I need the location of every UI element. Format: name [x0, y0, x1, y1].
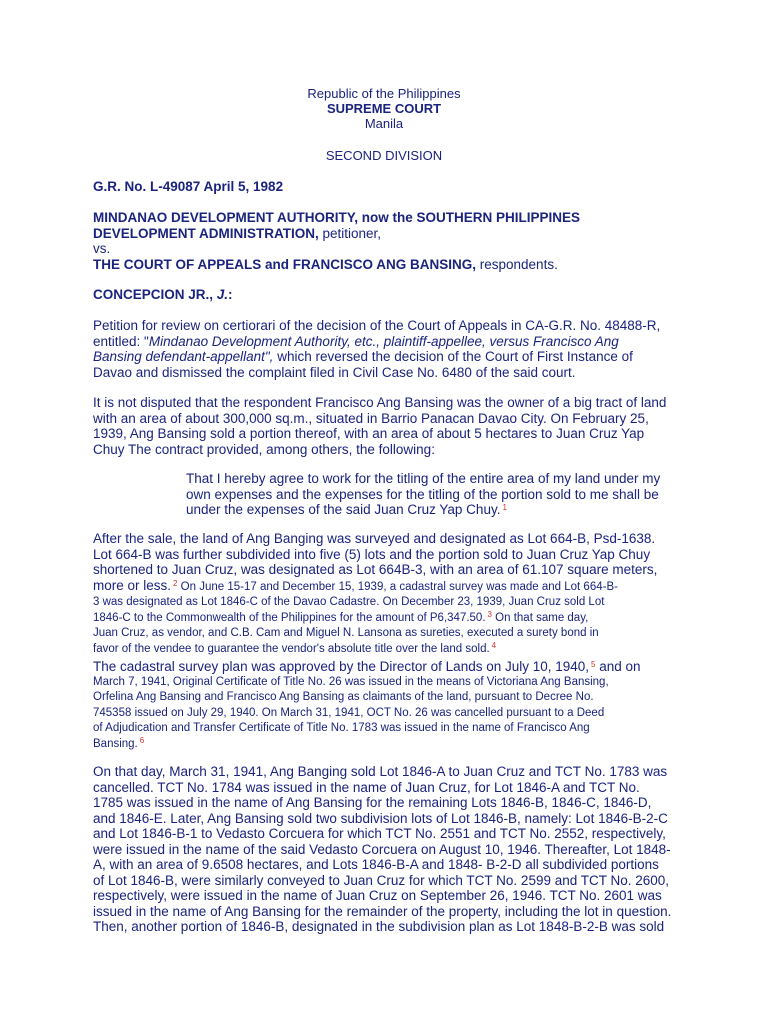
- p5-line: 1785 was issued in the name of Ang Bansing for the remaining Lots 1846-B, 1846-C, 1846-D,: [93, 795, 652, 810]
- respondents-role: respondents.: [476, 256, 558, 272]
- p3-line: [93, 642, 668, 658]
- footnote-6-link[interactable]: 6: [139, 735, 145, 745]
- court-city: Manila: [364, 116, 404, 131]
- p3-text: On June 15-17 and December 15, 1939, a cadastral survey was made and Lot 664-B-: [177, 580, 618, 593]
- p5-line: issued in the name of Ang Bansing for the remainder of the property, including the lot in question.: [93, 903, 672, 919]
- footnote-2-link[interactable]: 2: [173, 578, 178, 588]
- petitioner-name: DEVELOPMENT ADMINISTRATION,: [93, 225, 319, 241]
- p2-line: It is not disputed that the respondent Francisco Ang Bansing was the owner of a big tract of land: [93, 395, 667, 410]
- versus: vs.: [93, 241, 111, 256]
- p1-line: [93, 349, 668, 365]
- paragraph-5: [93, 764, 672, 935]
- footnote-5-link[interactable]: 5: [591, 660, 596, 669]
- court-header: [0, 86, 768, 131]
- p2-line: 1939, Ang Bansing sold a portion thereof, with an area of about 5 hectares to Juan Cruz Yap: [93, 426, 645, 441]
- p1-line: [93, 334, 668, 350]
- case-number: [93, 179, 668, 195]
- paragraph-1: [93, 318, 668, 380]
- p5-line: Then, another portion of 1846-B, designated in the subdivision plan as Lot 1848-B-2-B was sold: [93, 919, 665, 934]
- p3-text: favor of the vendee to guarantee the vendor's absolute title over the land sold.: [93, 642, 490, 655]
- quote-line: [186, 502, 666, 518]
- p1-line: Davao and dismissed the complaint filed in Civil Case No. 6480 of the said court.: [93, 364, 576, 380]
- p3-text: On that same day,: [491, 611, 589, 624]
- division-line: [0, 148, 768, 163]
- block-quote: [186, 471, 666, 518]
- case-caption-italic: Bansing defendant-appellant",: [93, 349, 274, 364]
- gr-number: G.R. No. L-49087 April 5, 1982: [93, 179, 284, 194]
- p3-line: [93, 611, 668, 627]
- p3-line: Juan Cruz, as vendor, and C.B. Cam and Miguel N. Lansona as sureties, executed a surety bond in: [93, 627, 599, 639]
- p3-text: more or less.: [93, 577, 172, 593]
- p1-line: Petition for review on certiorari of the decision of the Court of Appeals in CA-G.R. No. 48488-R,: [93, 318, 661, 333]
- p3-line: Lot 664-B was further subdivided into five (5) lots and the portion sold to Juan Cruz Yap Chuy: [93, 546, 651, 562]
- p1-text: entitled: ": [93, 333, 149, 349]
- division-name: SECOND DIVISION: [325, 148, 443, 163]
- paragraph-3: [93, 531, 668, 657]
- p3-line: [93, 578, 668, 596]
- p5-line: and Lot 1846-B-1 to Vedasto Corcuera for which TCT No. 2551 and TCT No. 2552, respectively,: [93, 826, 666, 841]
- ponente: [93, 287, 668, 303]
- p4-line: March 7, 1941, Original Certificate of Title No. 26 was issued in the means of Victoriana Ang Bansing,: [93, 675, 609, 688]
- p4-line: of Adjudication and Transfer Certificate of Title No. 1783 was issued in the name of Francisco Ang: [93, 722, 590, 734]
- footnote-1-link[interactable]: 1: [502, 503, 507, 512]
- p5-line: were issued in the name of the said Vedasto Corcuera on August 10, 1946. Thereafter, Lot 1848-: [93, 841, 671, 857]
- petitioner-line-1: MINDANAO DEVELOPMENT AUTHORITY, now the SOUTHERN PHILIPPINES: [93, 210, 581, 225]
- p4-line: Orfelina Ang Bansing and Francisco Ang Bansing as claimants of the land, pursuant to Decree No.: [93, 691, 594, 703]
- paragraph-2: [93, 395, 668, 457]
- p4-text: and on: [595, 659, 641, 674]
- petitioner-line-2: [93, 226, 668, 242]
- p4-text: Bansing.: [93, 737, 138, 750]
- petitioner-role: petitioner,: [318, 225, 382, 241]
- p5-line: and 1846-E. Later, Ang Bansing sold two subdivision lots of Lot 1846-B, namely: Lot 1846-B-2-C: [93, 810, 668, 826]
- ponente-title: J.: [216, 287, 229, 302]
- case-title: [93, 210, 668, 272]
- p3-line: 3 was designated as Lot 1846-C of the Davao Cadastre. On December 23, 1939, Juan Cruz sold Lot: [93, 596, 605, 608]
- p1-text: which reversed the decision of the Court of First Instance of: [273, 349, 633, 364]
- p2-line: with an area of about 300,000 sq.m., situated in Barrio Panacan Davao City. On February 25,: [93, 410, 649, 426]
- p5-line: cancelled. TCT No. 1784 was issued in the name of Juan Cruz, for Lot 1846-A and TCT No.: [93, 779, 640, 795]
- p5-line: On that day, March 31, 1941, Ang Banging sold Lot 1846-A to Juan Cruz and TCT No. 1783 was: [93, 764, 668, 779]
- paragraph-4: [93, 659, 668, 752]
- ponente-colon: :: [228, 287, 233, 302]
- quote-line: That I hereby agree to work for the titling of the entire area of my land under my: [186, 471, 661, 486]
- p4-line: 745358 issued on July 29, 1940. On March 31, 1941, OCT No. 26 was cancelled pursuant to a Deed: [93, 706, 605, 719]
- respondents-name: THE COURT OF APPEALS and FRANCISCO ANG BANSING,: [93, 256, 477, 272]
- ponente-name: CONCEPCION JR.,: [93, 287, 217, 302]
- p4-text: The cadastral survey plan was approved by the Director of Lands on July 10, 1940,: [93, 659, 590, 674]
- case-caption-italic: Mindanao Development Authority, etc., plaintiff-appellee, versus Francisco Ang: [148, 333, 619, 349]
- footnote-3-link[interactable]: 3: [487, 609, 492, 619]
- footnote-4-link[interactable]: 4: [491, 640, 497, 650]
- p3-text: 1846-C to the Commonwealth of the Philippines for the amount of P6,347.50.: [93, 611, 486, 624]
- quote-text: under the expenses of the said Juan Cruz Yap Chuy.: [186, 502, 501, 517]
- p4-line: [93, 659, 668, 675]
- p5-line: respectively, were issued in the name of Juan Cruz on September 26, 1946. TCT No. 2601 was: [93, 888, 662, 903]
- p2-line: Chuy The contract provided, among others, the following:: [93, 441, 435, 457]
- quote-line: own expenses and the expenses for the titling of the portion sold to me shall be: [186, 486, 659, 502]
- court-name: SUPREME COURT: [326, 101, 442, 116]
- respondents-line: [93, 257, 668, 273]
- p5-line: of Lot 1846-B, were similarly conveyed to Juan Cruz for which TCT No. 2599 and TCT No. 2600,: [93, 872, 670, 888]
- p5-line: A, with an area of 9.6508 hectares, and Lots 1846-B-A and 1848- B-2-D all subdivided portions: [93, 857, 659, 872]
- republic-line: Republic of the Philippines: [307, 86, 461, 101]
- p3-line: shortened to Juan Cruz, was designated as Lot 664B-3, with an area of 61.107 square meters,: [93, 562, 658, 577]
- p3-line: After the sale, the land of Ang Banging was surveyed and designated as Lot 664-B, Psd-1638.: [93, 531, 656, 546]
- p4-line: [93, 737, 668, 753]
